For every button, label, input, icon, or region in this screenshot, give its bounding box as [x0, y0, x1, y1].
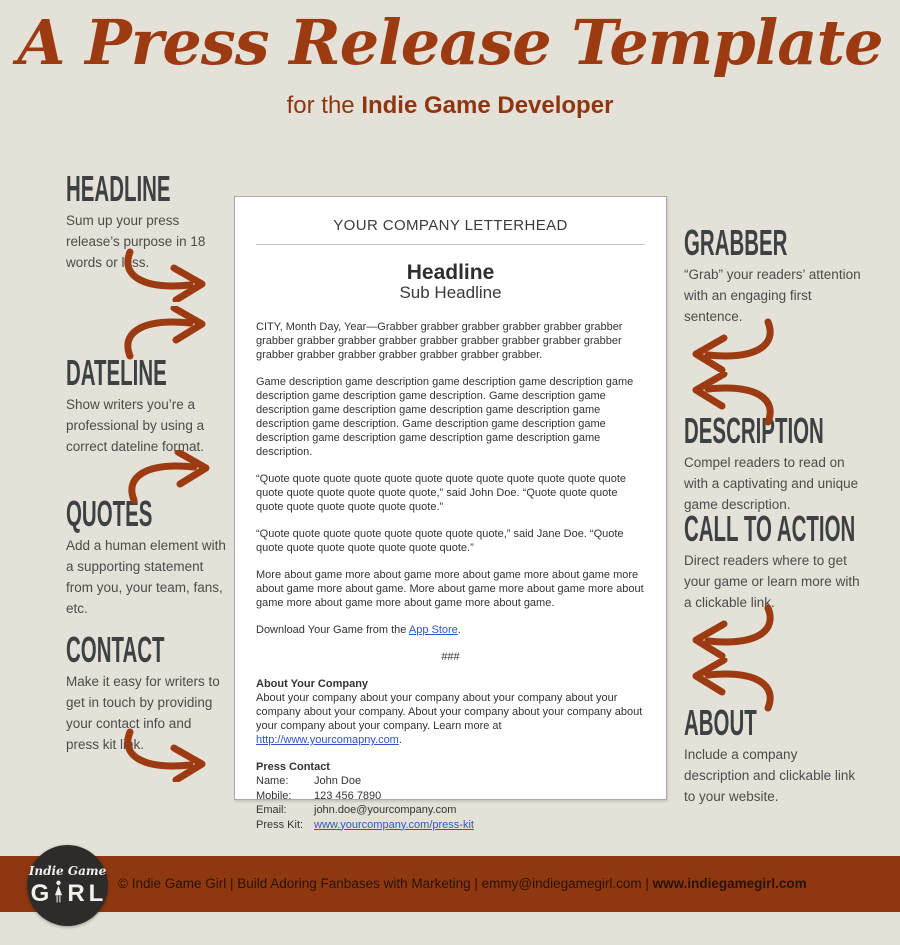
logo-letter-r: R [67, 879, 86, 907]
section-grabber [684, 222, 864, 327]
call-to-action-heading: CALL TO ACTION [684, 508, 856, 549]
description-desc: Compel readers to read on with a captivating and unique game description. [684, 455, 859, 512]
arrow-left-icon [684, 658, 780, 714]
about-company-heading: About Your Company [256, 678, 369, 690]
subtitle-bold: Indie Game Developer [361, 92, 614, 119]
contact-heading: CONTACT [66, 629, 165, 670]
footer-text-regular: © Indie Game Girl | Build Adoring Fanbases with Marketing | emmy@indiegamegirl.com | [118, 876, 653, 891]
letterhead-divider [256, 244, 645, 245]
logo-script-text: Indie Game [28, 863, 107, 878]
quote-paragraph-john: “Quote quote quote quote quote quote quote quote quote quote quote quote quote quote quote quote quote quote,” said John Doe. “Quote quote quote quote quote quote quote quote quote.” [256, 473, 627, 513]
logo-letter-l: L [88, 879, 105, 907]
call-to-action-line [256, 623, 645, 637]
about-body-text: About your company about your company about your company about your company about your company. About your company about your company about your company about your company. Learn more at [256, 692, 643, 732]
arrow-right-icon [122, 450, 218, 506]
logo-girl-text [31, 880, 105, 906]
contact-label: Name: [256, 775, 289, 787]
about-company-paragraph [256, 691, 645, 747]
company-url-link[interactable]: http://www.yourcomapny.com [256, 734, 399, 746]
section-dateline [66, 352, 229, 457]
contact-row-press-kit [256, 818, 645, 833]
subtitle-prefix: for the [286, 92, 362, 119]
arrow-left-icon [684, 316, 780, 372]
quotes-desc: Add a human element with a supporting statement from you, your team, fans, etc. [66, 538, 226, 616]
dateline-desc: Show writers you’re a professional by using a correct dateline format. [66, 397, 205, 454]
logo-letter-g: G [30, 879, 51, 907]
description-heading: DESCRIPTION [684, 410, 824, 451]
dateline-heading: DATELINE [66, 352, 167, 393]
section-about [684, 702, 864, 807]
footer-text [118, 876, 807, 891]
contact-value: John Doe [314, 775, 362, 787]
call-to-action-desc: Direct readers where to get your game or learn more with a clickable link. [684, 553, 860, 610]
page-subtitle [0, 92, 900, 120]
contact-label: Press Kit: [256, 818, 304, 831]
indie-game-girl-logo [27, 845, 108, 926]
contact-row-mobile [256, 789, 645, 804]
doc-headline: Headline [406, 261, 495, 284]
grabber-paragraph: CITY, Month Day, Year—Grabber grabber grabber grabber grabber grabber grabber grabber grabber grabber grabber grabber grabber grabber grabber grabber grabber grabber grabber grabber grabber grabber. [256, 321, 623, 361]
woman-icon [53, 880, 64, 905]
download-suffix: . [457, 624, 461, 636]
grabber-heading: GRABBER [684, 222, 788, 263]
contact-desc: Make it easy for writers to get in touch by providing your contact info and press kit link. [66, 674, 220, 752]
contact-label: Mobile: [256, 789, 292, 802]
press-release-document [234, 196, 667, 831]
contact-row-email [256, 803, 645, 818]
quote-paragraph-jane: “Quote quote quote quote quote quote quote quote,” said Jane Doe. “Quote quote quote quote quote quote quote quote.” [256, 528, 624, 554]
contact-label: Email: [256, 804, 287, 816]
arrow-left-icon [684, 602, 780, 658]
contact-value: 123 456 7890 [314, 789, 382, 802]
contact-value: john.doe@yourcompany.com [314, 804, 457, 816]
press-kit-link[interactable]: www.yourcompany.com/press-kit [314, 818, 474, 831]
headline-heading: HEADLINE [66, 168, 171, 209]
about-suffix: . [398, 734, 402, 746]
footer-website-link[interactable]: www.indiegamegirl.com [652, 876, 807, 891]
arrow-right-icon [118, 246, 214, 302]
arrow-right-icon [118, 726, 214, 782]
doc-sub-headline: Sub Headline [399, 283, 502, 302]
download-prefix: Download Your Game from the [256, 624, 409, 636]
app-store-link[interactable]: App Store [408, 624, 458, 636]
end-marker: ### [441, 651, 460, 663]
about-desc: Include a company description and clickable link to your website. [684, 747, 856, 804]
section-call-to-action [684, 508, 900, 613]
quotes-heading: QUOTES [66, 493, 153, 534]
section-quotes [66, 493, 228, 619]
description-paragraph: Game description game description game description game description game description game description game description. Game description game description game description game description game description game description game description. Game description game description game description game description game description game description game description. [256, 376, 634, 458]
grabber-desc: “Grab” your readers’ attention with an engaging first sentence. [684, 267, 861, 324]
more-about-paragraph: More about game more about game more about game more about game more about game more about game. More about game more about game more about game more about game more about game more about game. [256, 569, 644, 609]
letterhead: YOUR COMPANY LETTERHEAD [333, 217, 568, 234]
contact-row-name [256, 774, 645, 789]
about-heading: ABOUT [684, 702, 757, 743]
page-title: A Press Release Template [17, 6, 883, 79]
section-description [684, 410, 900, 515]
headline-desc: Sum up your press release’s purpose in 18 words or less. [66, 213, 206, 270]
arrow-right-icon [118, 306, 214, 362]
press-contact-heading: Press Contact [256, 761, 330, 773]
arrow-left-icon [684, 372, 780, 428]
